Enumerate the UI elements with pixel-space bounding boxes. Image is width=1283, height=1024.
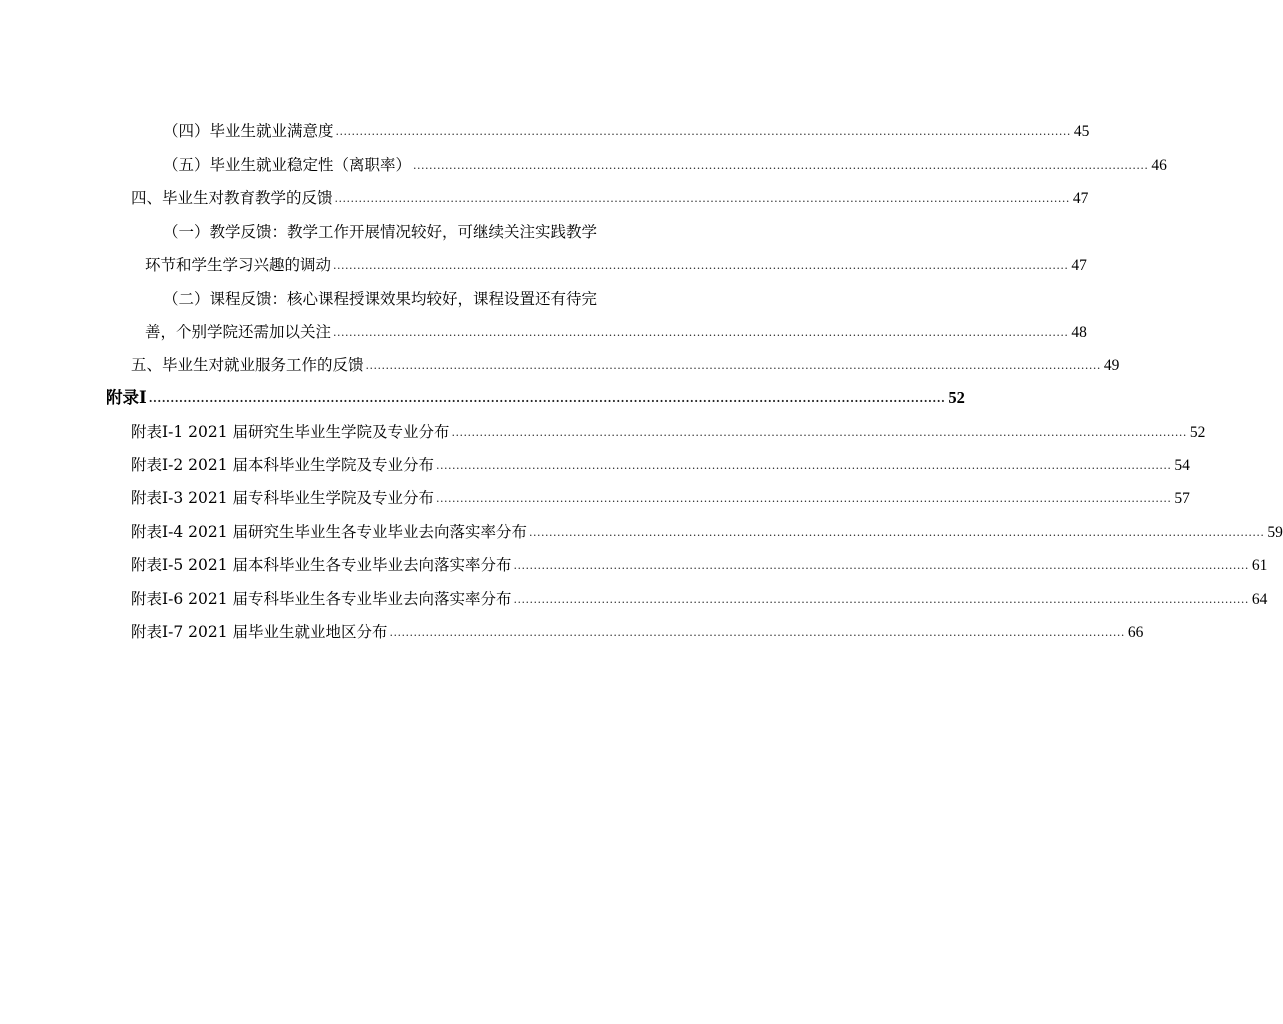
toc-entry-text: 附表Ⅰ-3 2021 届专科毕业生学院及专业分布: [131, 489, 435, 507]
toc-page-number: 47: [1072, 190, 1089, 207]
toc-entry-text: 环节和学生学习兴趣的调动: [145, 256, 332, 274]
toc-leader-dots: ........................................................................................................................................................................................: [365, 359, 1101, 372]
toc-entry[interactable]: [163, 120, 1090, 142]
toc-page-number: 48: [1071, 324, 1087, 341]
toc-leader-dots: ........................................................................................................................................................................................: [148, 392, 946, 405]
toc-entry-text: 附录Ⅰ: [106, 388, 147, 407]
toc-entry[interactable]: [131, 621, 1144, 643]
toc-entry-text: 附表Ⅰ-1 2021 届研究生毕业生学院及专业分布: [131, 423, 450, 441]
toc-entry[interactable]: [131, 454, 1190, 476]
toc-leader-dots: ........................................................................................................................................................................................: [529, 526, 1265, 539]
toc-entry-text-line1[interactable]: （一）教学反馈：教学工作开展情况较好，可继续关注实践教学: [163, 223, 598, 241]
toc-entry[interactable]: [131, 588, 1268, 610]
toc-leader-dots: ........................................................................................................................................................................................: [389, 626, 1125, 639]
toc-entry-text: 附表Ⅰ-7 2021 届毕业生就业地区分布: [131, 623, 388, 641]
toc-entry-text: 附表Ⅰ-4 2021 届研究生毕业生各专业毕业去向落实率分布: [131, 523, 528, 541]
toc-entry[interactable]: [131, 354, 1120, 376]
toc-leader-dots: ........................................................................................................................................................................................: [451, 426, 1187, 439]
toc-entry-text: 四、毕业生对教育教学的反馈: [131, 189, 333, 207]
toc-entry-text: 附表Ⅰ-2 2021 届本科毕业生学院及专业分布: [131, 456, 435, 474]
toc-page-number: 49: [1103, 357, 1120, 374]
toc-entry-text: （五）毕业生就业稳定性（离职率）: [163, 156, 412, 174]
toc-entry[interactable]: [131, 421, 1206, 443]
toc-leader-dots: ........................................................................................................................................................................................: [335, 125, 1071, 138]
toc-page-number: 61: [1251, 557, 1268, 574]
toc-page-number: 59: [1267, 524, 1283, 541]
toc-page-number: 52: [1189, 424, 1206, 441]
toc-entry[interactable]: [131, 487, 1190, 509]
toc-leader-dots: ........................................................................................................................................................................................: [333, 326, 1069, 339]
toc-entry[interactable]: [131, 521, 1283, 543]
toc-leader-dots: ........................................................................................................................................................................................: [413, 159, 1149, 172]
toc-entry-text: 五、毕业生对就业服务工作的反馈: [131, 356, 364, 374]
toc-leader-dots: ........................................................................................................................................................................................: [513, 559, 1249, 572]
toc-entry[interactable]: [131, 554, 1268, 576]
toc-page-number: 45: [1073, 123, 1090, 140]
toc-entry-text: （四）毕业生就业满意度: [163, 122, 334, 140]
toc-entry[interactable]: [131, 187, 1089, 209]
toc-entry-text: 附表Ⅰ-6 2021 届专科毕业生各专业毕业去向落实率分布: [131, 590, 512, 608]
toc-page-number: 52: [948, 388, 965, 407]
toc-entry-text: 附表Ⅰ-5 2021 届本科毕业生各专业毕业去向落实率分布: [131, 556, 512, 574]
toc-page-number: 47: [1071, 257, 1087, 274]
toc-entry-text: 善，个别学院还需加以关注: [145, 323, 332, 341]
toc-leader-dots: ........................................................................................................................................................................................: [436, 459, 1172, 472]
toc-page-number: 54: [1174, 457, 1190, 474]
toc-entry-text-line1[interactable]: （二）课程反馈：核心课程授课效果均较好，课程设置还有待完: [163, 290, 598, 308]
toc-leader-dots: ........................................................................................................................................................................................: [333, 259, 1069, 272]
toc-leader-dots: ........................................................................................................................................................................................: [513, 593, 1249, 606]
toc-page-number: 57: [1174, 490, 1190, 507]
toc-entry-appendix[interactable]: [106, 387, 965, 409]
toc-entry[interactable]: [145, 321, 1087, 343]
toc-leader-dots: ........................................................................................................................................................................................: [436, 492, 1172, 505]
toc-page-number: 46: [1151, 157, 1167, 174]
toc-leader-dots: ........................................................................................................................................................................................: [334, 192, 1070, 205]
toc-entry[interactable]: [145, 254, 1087, 276]
toc-entry[interactable]: [163, 154, 1167, 176]
toc-page-number: 66: [1127, 624, 1144, 641]
toc-page-number: 64: [1251, 591, 1268, 608]
